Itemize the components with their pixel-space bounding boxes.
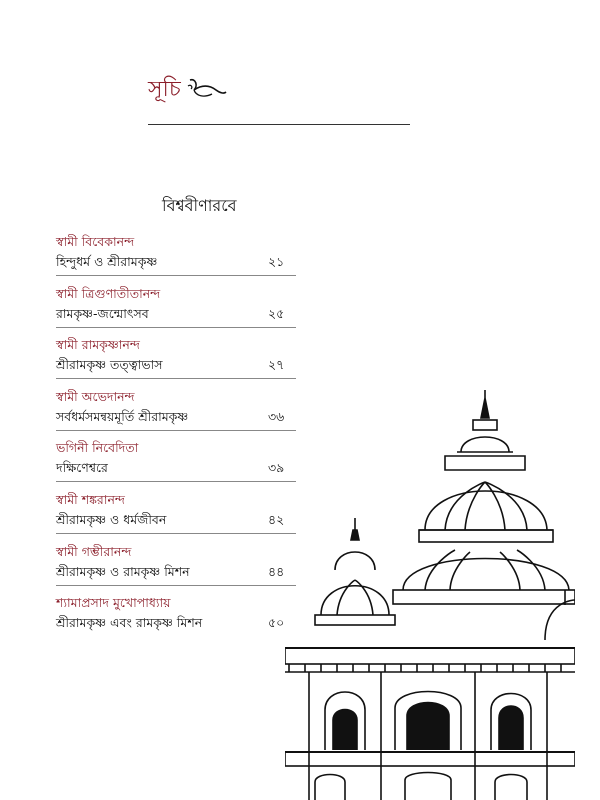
- entry-page-number: ৩৬: [268, 408, 285, 424]
- entry-page-number: ২৭: [268, 357, 285, 373]
- entry-author: স্বামী অভেদানন্দ: [56, 388, 135, 404]
- title-divider: [148, 124, 410, 125]
- ornament-flourish-icon: [186, 76, 228, 104]
- toc-entry[interactable]: [56, 337, 296, 389]
- entry-title: শ্রীরামকৃষ্ণ এবং রামকৃষ্ণ মিশন: [56, 615, 203, 631]
- entry-page-number: ৪৪: [268, 563, 285, 579]
- entry-title: শ্রীরামকৃষ্ণ ও ধর্মজীবন: [56, 511, 167, 527]
- entry-author: শ্যামাপ্রসাদ মুখোপাধ্যায়: [56, 595, 171, 611]
- entry-title: হিন্দুধর্ম ও শ্রীরামকৃষ্ণ: [56, 254, 158, 269]
- section-heading: বিশ্ববীণারবে: [162, 196, 237, 215]
- entry-page-number: ৪২: [268, 511, 285, 527]
- toc-entry[interactable]: [56, 286, 296, 338]
- toc-entry[interactable]: [56, 440, 296, 492]
- entry-author: স্বামী রামকৃষ্ণানন্দ: [56, 337, 140, 353]
- entry-title: শ্রীরামকৃষ্ণ তত্ত্বাভাস: [56, 357, 163, 373]
- entry-divider: [56, 275, 296, 276]
- entry-author: স্বামী বিবেকানন্দ: [56, 234, 135, 249]
- entry-title: দক্ষিণেশ্বরে: [56, 460, 108, 476]
- entry-page-number: ২৫: [268, 305, 285, 321]
- toc-entry[interactable]: [56, 544, 296, 596]
- temple-illustration: [285, 390, 575, 800]
- entry-title: রামকৃষ্ণ-জন্মোৎসব: [56, 305, 149, 321]
- entry-author: স্বামী শঙ্করানন্দ: [56, 491, 125, 507]
- entry-author: স্বামী গম্ভীরানন্দ: [56, 543, 132, 559]
- toc-list: [56, 234, 296, 647]
- entry-page-number: ৫০: [268, 615, 285, 631]
- entry-author: ভগিনী নিবেদিতা: [56, 440, 139, 456]
- entry-divider: [56, 378, 296, 379]
- entry-author: স্বামী ত্রিগুণাতীতানন্দ: [56, 285, 161, 301]
- entry-divider: [56, 533, 296, 534]
- entry-title: শ্রীরামকৃষ্ণ ও রামকৃষ্ণ মিশন: [56, 563, 190, 579]
- page-title: সূচি: [148, 77, 181, 102]
- toc-entry[interactable]: [56, 595, 296, 647]
- entry-divider: [56, 585, 296, 586]
- entry-divider: [56, 481, 296, 482]
- toc-entry[interactable]: [56, 234, 296, 286]
- entry-divider: [56, 430, 296, 431]
- toc-entry[interactable]: [56, 492, 296, 544]
- entry-page-number: ৩৯: [268, 460, 285, 476]
- entry-page-number: ২১: [268, 254, 285, 269]
- toc-entry[interactable]: [56, 389, 296, 441]
- entry-title: সর্বধর্মসমন্বয়মূর্তি শ্রীরামকৃষ্ণ: [56, 408, 189, 424]
- entry-divider: [56, 327, 296, 328]
